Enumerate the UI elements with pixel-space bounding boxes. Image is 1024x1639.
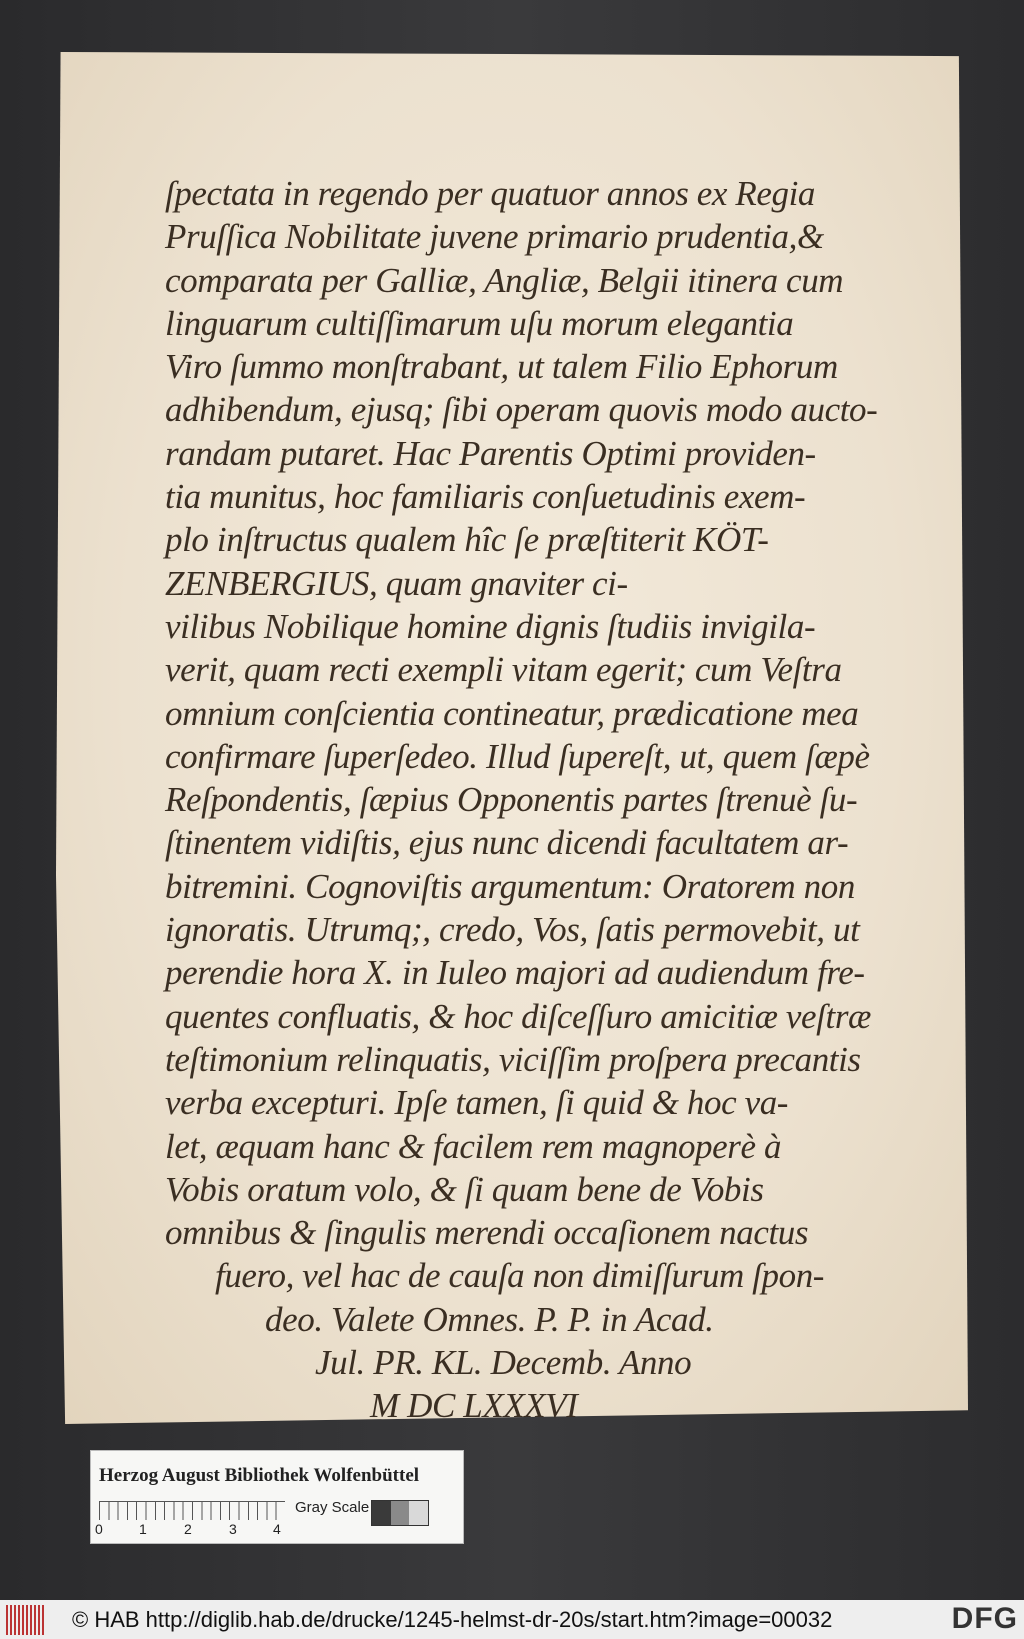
text-line: let, æquam hanc & facilem rem magnoperè à xyxy=(165,1126,782,1166)
gray-swatches xyxy=(371,1500,429,1526)
text-line: confirmare ſuperſedeo. Illud ſupereſt, ut, quem ſæpè xyxy=(165,736,870,776)
text-line: verba excepturi. Ipſe tamen, ſi quid & hoc va- xyxy=(165,1083,789,1123)
text-line: bitremini. Cognoviſtis argumentum: Oratorem non xyxy=(165,866,855,906)
year-line: M DC LXXXVI xyxy=(370,1386,578,1426)
text-line: omnium conſcientia contineatur, prædicatione mea xyxy=(165,693,859,733)
ruler-number: 3 xyxy=(229,1521,237,1537)
ruler-number: 4 xyxy=(273,1521,281,1537)
text-line: tia munitus, hoc familiaris conſuetudinis exem- xyxy=(165,477,806,517)
text-line: deo. Valete Omnes. P. P. in Acad. xyxy=(265,1299,714,1339)
ruler-number: 1 xyxy=(139,1521,147,1537)
barcode-icon xyxy=(6,1605,46,1635)
footer-url[interactable]: © HAB http://diglib.hab.de/drucke/1245-helmst-dr-20s/start.htm?image=00032 xyxy=(72,1606,833,1632)
text-line: linguarum cultiſſimarum uſu morum elegantia xyxy=(165,303,794,343)
ruler xyxy=(99,1501,285,1520)
color-reference-card xyxy=(90,1450,464,1544)
text-line: teſtimonium relinquatis, viciſſim proſpera precantis xyxy=(165,1039,861,1079)
document-text xyxy=(165,172,895,1428)
text-line: omnibus & ſingulis merendi occaſionem nactus xyxy=(165,1213,809,1253)
swatch-mid xyxy=(391,1501,410,1525)
gray-scale-label: Gray Scale xyxy=(295,1499,370,1516)
ruler-number: 0 xyxy=(95,1521,103,1537)
text-line: plo inſtructus qualem hîc ſe præſtiterit KÖT- xyxy=(165,520,769,560)
text-line: ZENBERGIUS, quam gnaviter ci- xyxy=(165,563,628,603)
text-line: quentes confluatis, & hoc diſceſſuro amicitiæ veſtræ xyxy=(165,996,871,1036)
dfg-logo: DFG xyxy=(951,1602,1018,1635)
swatch-dark xyxy=(372,1501,391,1525)
text-line: Viro ſummo monſtrabant, ut talem Filio Ephorum xyxy=(165,347,838,387)
text-line: Vobis oratum volo, & ſi quam bene de Vobis xyxy=(165,1169,764,1209)
date-line: Jul. PR. KL. Decemb. Anno xyxy=(315,1343,692,1383)
swatch-light xyxy=(409,1501,428,1525)
text-line: fuero, vel hac de cauſa non dimiſſurum ſpon- xyxy=(215,1256,825,1296)
footer-bar xyxy=(0,1600,1024,1639)
ruler-number: 2 xyxy=(184,1521,192,1537)
text-line: randam putaret. Hac Parentis Optimi providen- xyxy=(165,433,816,473)
text-line: Pruſſica Nobilitate juvene primario prudentia,& xyxy=(165,217,824,257)
ruler-numbers xyxy=(95,1521,295,1539)
text-line: vilibus Nobilique homine dignis ſtudiis invigila- xyxy=(165,606,816,646)
card-title: Herzog August Bibliothek Wolfenbüttel xyxy=(99,1465,420,1486)
text-line: adhibendum, ejusq; ſibi operam quovis modo aucto- xyxy=(165,390,878,430)
text-line: Reſpondentis, ſæpius Opponentis partes ſtrenuè ſu- xyxy=(165,780,858,820)
text-line: comparata per Galliæ, Angliæ, Belgii itinera cum xyxy=(165,260,844,300)
text-line: ignoratis. Utrumq;, credo, Vos, ſatis permovebit, ut xyxy=(165,910,860,950)
text-line: verit, quam recti exempli vitam egerit; cum Veſtra xyxy=(165,650,842,690)
text-line: perendie hora X. in Iuleo majori ad audiendum fre- xyxy=(165,953,865,993)
text-line: ſpectata in regendo per quatuor annos ex Regia xyxy=(165,174,816,213)
text-line: ſtinentem vidiſtis, ejus nunc dicendi facultatem ar- xyxy=(165,823,849,863)
